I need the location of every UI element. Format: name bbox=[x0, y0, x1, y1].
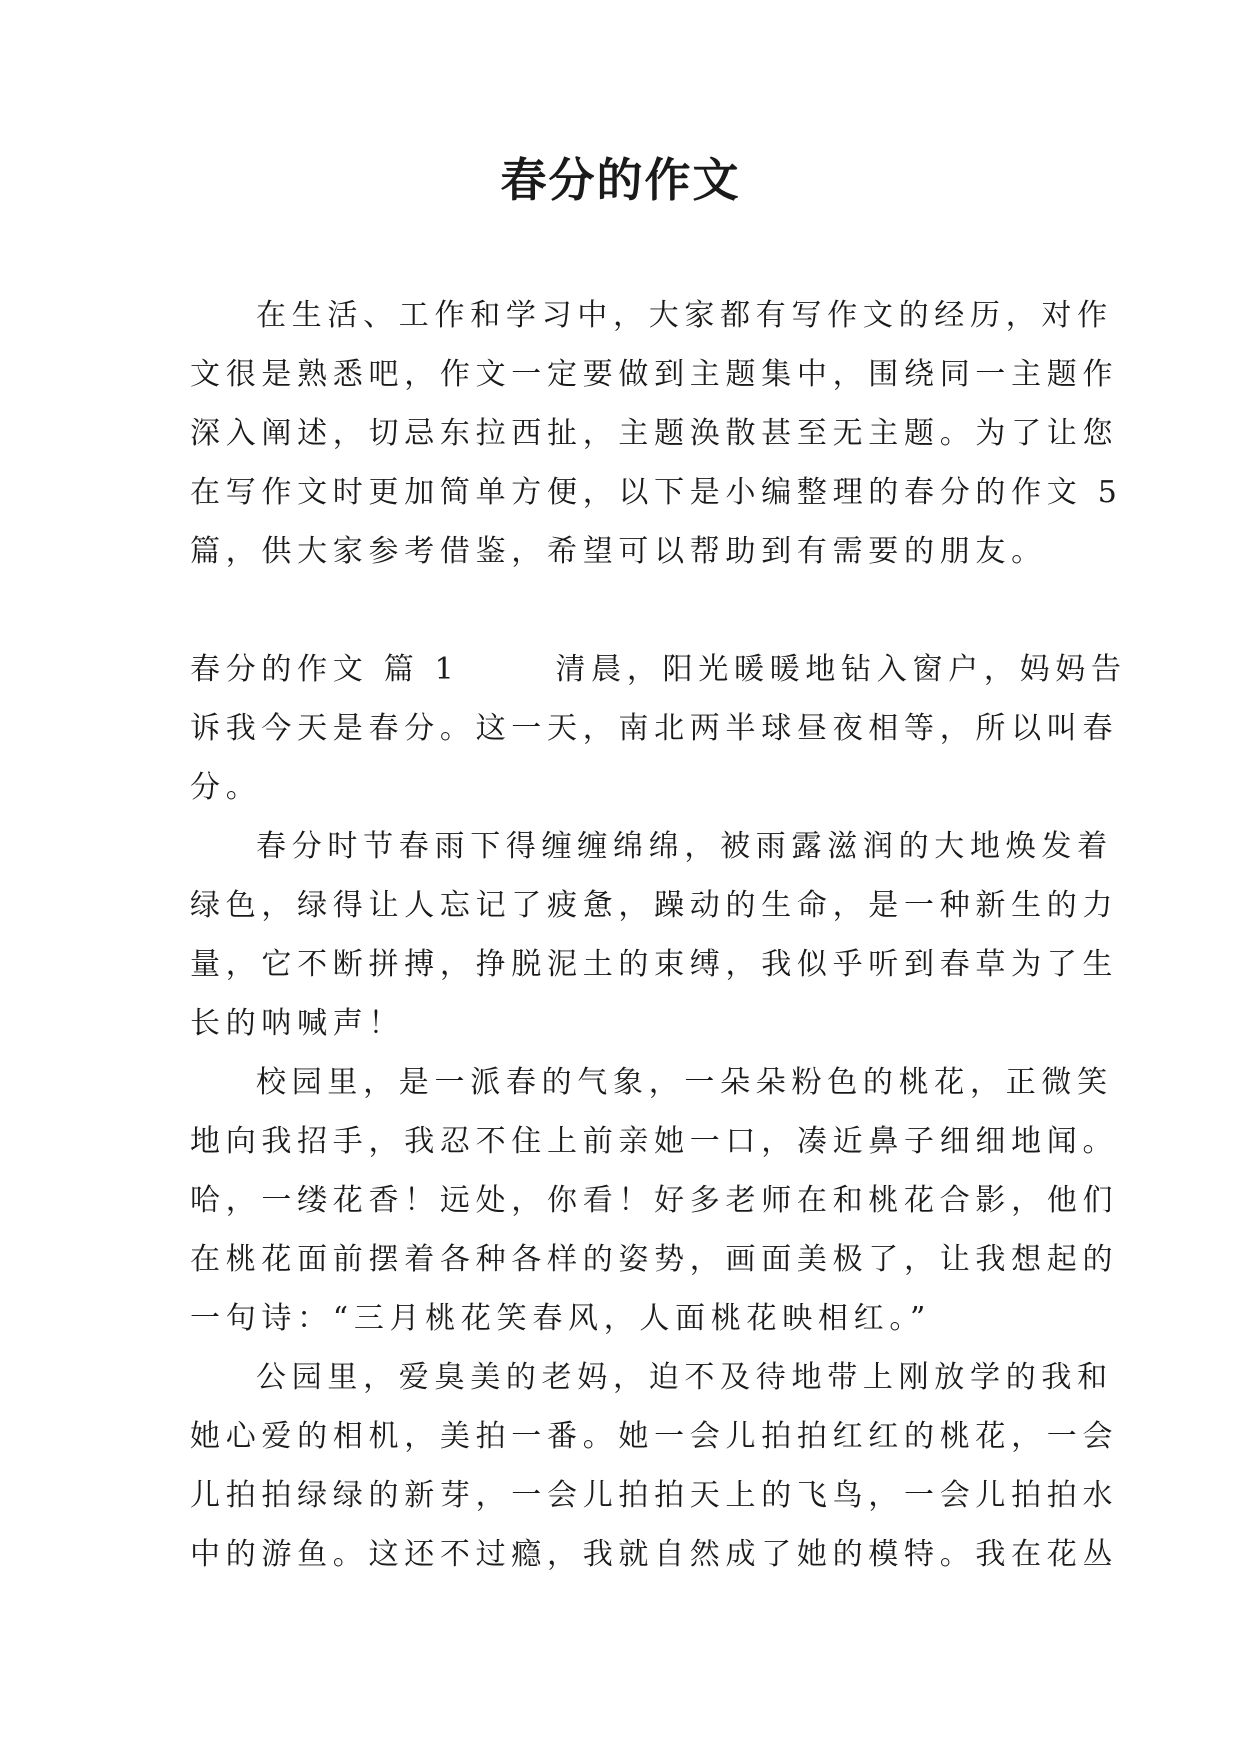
text-line bbox=[190, 640, 1127, 699]
text-line: 在写作文时更加简单方便，以下是小编整理的春分的作文 5 bbox=[190, 475, 1123, 510]
section-heading: 春分的作文 篇 1 bbox=[190, 652, 460, 687]
text-line: 文很是熟悉吧，作文一定要做到主题集中，围绕同一主题作 bbox=[190, 357, 1119, 392]
section-1-paragraph-4 bbox=[190, 1348, 1119, 1584]
text-line: 公园里，爱臭美的老妈，迫不及待地带上刚放学的我和 bbox=[256, 1360, 1113, 1395]
section-1-paragraph-1 bbox=[190, 640, 1127, 817]
text-line: 绿色，绿得让人忘记了疲惫，躁动的生命，是一种新生的力 bbox=[190, 888, 1119, 923]
text-line: 长的呐喊声！ bbox=[190, 1006, 405, 1041]
text-line: 校园里，是一派春的气象，一朵朵粉色的桃花，正微笑 bbox=[256, 1065, 1113, 1100]
text-line: 哈，一缕花香！远处，你看！好多老师在和桃花合影，他们 bbox=[190, 1183, 1119, 1218]
text-line: 分。 bbox=[190, 770, 262, 805]
section-1-paragraph-3 bbox=[190, 1053, 1119, 1348]
text-line: 在生活、工作和学习中，大家都有写作文的经历，对作 bbox=[256, 298, 1113, 333]
document-body bbox=[190, 286, 1127, 1584]
text-line: 儿拍拍绿绿的新芽，一会儿拍拍天上的飞鸟，一会儿拍拍水 bbox=[190, 1478, 1119, 1513]
document-title: 春分的作文 bbox=[500, 153, 741, 207]
text-line: 地向我招手，我忍不住上前亲她一口，凑近鼻子细细地闻。 bbox=[190, 1124, 1119, 1159]
section-1-paragraph-2 bbox=[190, 817, 1119, 1053]
text-line: 一句诗：“三月桃花笑春风，人面桃花映相红。” bbox=[190, 1301, 932, 1336]
text-line: 篇，供大家参考借鉴，希望可以帮助到有需要的朋友。 bbox=[190, 534, 1047, 569]
text-line: 春分时节春雨下得缠缠绵绵，被雨露滋润的大地焕发着 bbox=[256, 829, 1113, 864]
paragraph-gap bbox=[190, 581, 1060, 640]
text-line: 深入阐述，切忌东拉西扯，主题涣散甚至无主题。为了让您 bbox=[190, 416, 1119, 451]
section-first-line: 清晨，阳光暖暖地钻入窗户，妈妈告 bbox=[555, 652, 1127, 687]
text-line: 在桃花面前摆着各种各样的姿势，画面美极了，让我想起的 bbox=[190, 1242, 1119, 1277]
text-line: 中的游鱼。这还不过瘾，我就自然成了她的模特。我在花丛 bbox=[190, 1537, 1119, 1572]
text-line: 量，它不断拼搏，挣脱泥土的束缚，我似乎听到春草为了生 bbox=[190, 947, 1119, 982]
text-line: 诉我今天是春分。这一天，南北两半球昼夜相等，所以叫春 bbox=[190, 711, 1119, 746]
text-line: 她心爱的相机，美拍一番。她一会儿拍拍红红的桃花，一会 bbox=[190, 1419, 1119, 1454]
intro-paragraph bbox=[190, 286, 1123, 581]
